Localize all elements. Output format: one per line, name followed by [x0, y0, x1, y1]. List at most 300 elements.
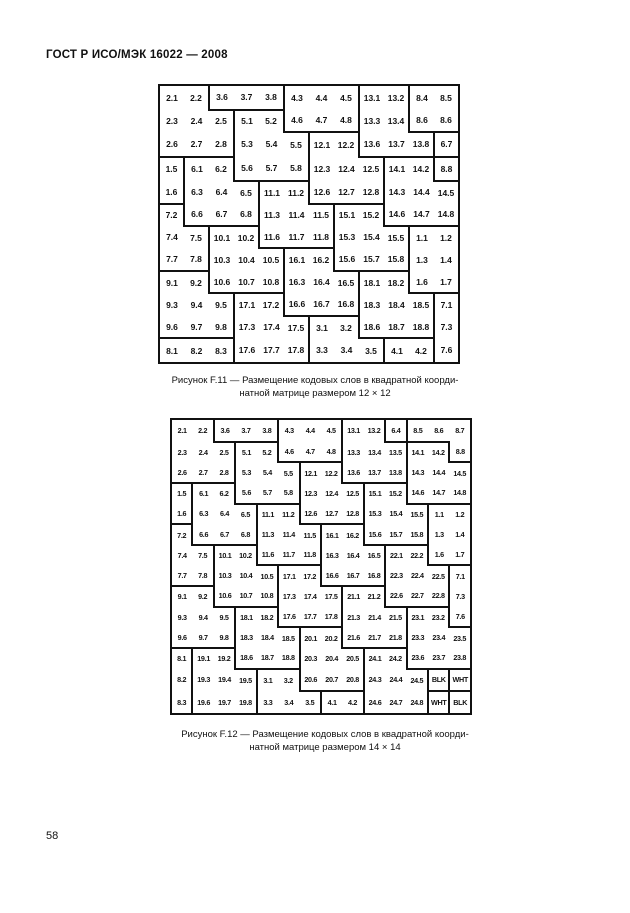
matrix-cell: 11.7: [278, 545, 299, 566]
matrix-cell: 24.5: [407, 669, 428, 692]
matrix-cell: 4.2: [342, 691, 363, 714]
matrix-cell: 2.2: [184, 85, 209, 110]
matrix-cell: 15.5: [407, 504, 428, 525]
matrix-cell: 10.2: [235, 545, 256, 566]
matrix-cell: 15.2: [385, 483, 406, 504]
codeword-matrix-14x14: [170, 418, 472, 715]
matrix-cell: 16.7: [309, 293, 334, 315]
matrix-cell: 3.5: [300, 691, 321, 714]
matrix-row: [171, 419, 471, 442]
matrix-cell: 21.3: [347, 612, 360, 622]
matrix-cell: 6.1: [191, 164, 203, 175]
matrix-cell: 16.3: [325, 550, 339, 560]
matrix-cell: 6.3: [191, 187, 203, 198]
matrix-cell: 7.1: [440, 300, 453, 311]
matrix-cell: 5.4: [265, 139, 278, 150]
matrix-cell: 22.3: [390, 571, 403, 581]
caption-line: Рисунок F.11 — Размещение кодовых слов в квадратной коорди-: [171, 375, 459, 386]
matrix-cell: 9.2: [184, 271, 209, 293]
matrix-cell: 13.2: [384, 85, 409, 110]
matrix-cell: 14.1: [411, 448, 425, 457]
matrix-cell: 9.3: [177, 612, 187, 622]
matrix-cell: 18.1: [363, 277, 381, 288]
matrix-cell: 11.1: [263, 187, 281, 198]
matrix-row: [171, 565, 471, 586]
matrix-cell: 24.2: [385, 648, 406, 669]
matrix-cell: 10.7: [234, 271, 259, 293]
matrix-cell: 12.3: [304, 488, 318, 498]
matrix-cell: 11.8: [309, 226, 334, 248]
matrix-cell: 1.5: [171, 483, 192, 504]
matrix-cell: 18.8: [409, 316, 434, 338]
matrix-cell: 14.8: [449, 483, 471, 504]
matrix-cell: 12.4: [325, 488, 339, 498]
matrix-cell: 13.7: [364, 462, 385, 483]
matrix-cell: 8.8: [449, 442, 471, 463]
matrix-cell: 4.2: [409, 338, 434, 363]
matrix-cell: 12.7: [334, 181, 359, 203]
matrix-cell: 16.4: [313, 277, 330, 288]
matrix-cell: 4.6: [278, 442, 299, 463]
matrix-row: [159, 226, 459, 248]
matrix-cell: 8.3: [171, 691, 192, 714]
matrix-cell: 3.4: [340, 345, 353, 356]
matrix-cell: 16.2: [342, 524, 363, 545]
matrix-cell: 12.7: [321, 504, 342, 525]
matrix-cell: 13.1: [363, 92, 381, 103]
matrix-cell: 13.4: [384, 110, 409, 132]
matrix-cell: 3.8: [257, 419, 278, 442]
matrix-cell: 4.5: [334, 85, 359, 110]
matrix-cell: 12.6: [300, 504, 321, 525]
matrix-cell: 16.1: [325, 530, 339, 540]
matrix-cell: 1.3: [434, 530, 444, 539]
matrix-cell: 6.6: [184, 204, 209, 226]
matrix-cell: 23.4: [432, 633, 446, 643]
matrix-cell: 2.2: [192, 419, 213, 442]
matrix-row: [159, 85, 459, 110]
matrix-cell: 22.7: [407, 586, 428, 607]
matrix-cell: 7.6: [449, 607, 471, 628]
matrix-cell: 17.3: [238, 322, 256, 333]
matrix-cell: 3.2: [334, 316, 359, 338]
caption-line: натной матрице размером 14 × 14: [249, 742, 401, 753]
matrix-cell: 11.2: [278, 504, 299, 525]
matrix-cell: 3.3: [316, 345, 328, 356]
matrix-cell: 21.7: [364, 627, 385, 648]
matrix-cell: 24.4: [389, 675, 403, 685]
matrix-cell: 1.2: [455, 509, 465, 519]
matrix-cell: 17.8: [284, 338, 309, 363]
matrix-cell: 3.6: [209, 85, 234, 110]
matrix-cell: 10.5: [259, 248, 284, 270]
matrix-cell: 10.8: [257, 586, 278, 607]
matrix-cell: 1.3: [416, 254, 428, 265]
matrix-cell: 3.3: [263, 697, 273, 707]
matrix-row: [159, 204, 459, 226]
matrix-cell: 5.7: [259, 157, 284, 182]
matrix-cell: 17.2: [259, 293, 284, 315]
matrix-cell: 11.5: [309, 204, 334, 226]
matrix-cell: BLK: [453, 698, 468, 708]
matrix-cell: 1.6: [428, 545, 449, 566]
matrix-cell: 22.6: [385, 586, 406, 607]
matrix-cell: 14.4: [413, 187, 430, 198]
matrix-cell: 10.1: [218, 551, 232, 561]
matrix-cell: BLK: [428, 669, 449, 692]
figure-caption-f11: [150, 374, 480, 400]
matrix-cell: 19.5: [235, 669, 256, 692]
matrix-cell: 2.8: [209, 132, 234, 157]
matrix-cell: 12.3: [313, 163, 331, 174]
matrix-cell: 9.6: [171, 627, 192, 648]
matrix-cell: 24.7: [389, 697, 403, 707]
matrix-cell: WHT: [428, 691, 449, 714]
matrix-cell: 10.3: [218, 571, 232, 581]
page-number: 58: [46, 830, 59, 842]
matrix-cell: 3.1: [316, 322, 328, 333]
matrix-cell: 7.8: [184, 248, 209, 270]
matrix-cell: 6.4: [385, 419, 406, 442]
matrix-cell: 3.6: [214, 419, 235, 442]
matrix-cell: 2.1: [166, 92, 178, 103]
matrix-cell: 20.7: [321, 669, 342, 692]
matrix-cell: 2.8: [214, 462, 235, 483]
matrix-cell: 3.1: [263, 675, 273, 685]
matrix-cell: 7.5: [192, 545, 213, 566]
matrix-cell: 9.6: [159, 316, 184, 338]
matrix-row: [171, 545, 471, 566]
matrix-cell: 6.2: [214, 483, 235, 504]
matrix-row: [159, 181, 459, 203]
matrix-cell: 12.1: [304, 468, 318, 478]
matrix-cell: 13.6: [359, 132, 384, 157]
matrix-cell: 18.6: [359, 316, 384, 338]
matrix-cell: 22.5: [428, 565, 449, 586]
matrix-cell: WHT: [449, 669, 471, 692]
matrix-cell: 11.1: [261, 509, 275, 519]
matrix-cell: 6.6: [192, 524, 213, 545]
matrix-cell: 18.5: [409, 293, 434, 315]
matrix-cell: 2.5: [214, 442, 235, 463]
matrix-cell: 2.6: [159, 132, 184, 157]
matrix-cell: 1.1: [434, 509, 444, 519]
matrix-cell: 18.1: [240, 613, 253, 622]
matrix-cell: 23.6: [407, 648, 428, 669]
matrix-cell: 21.1: [347, 592, 360, 602]
matrix-cell: 20.2: [321, 627, 342, 648]
matrix-cell: 9.2: [192, 586, 213, 607]
matrix-cell: 19.1: [197, 654, 211, 664]
matrix-cell: 1.7: [434, 271, 459, 293]
matrix-cell: 19.8: [235, 691, 256, 714]
matrix-cell: 18.7: [384, 316, 409, 338]
matrix-row: [159, 316, 459, 338]
matrix-cell: 13.2: [364, 419, 385, 442]
codeword-matrix-12x12: [158, 84, 460, 364]
matrix-cell: 1.6: [159, 181, 184, 203]
matrix-cell: 7.6: [440, 345, 453, 356]
matrix-cell: 14.1: [388, 164, 406, 175]
matrix-cell: 8.1: [166, 345, 178, 356]
matrix-cell: 10.2: [234, 226, 259, 248]
matrix-cell: 8.1: [171, 648, 192, 669]
matrix-cell: 20.6: [300, 669, 321, 692]
matrix-cell: 10.6: [209, 271, 234, 293]
matrix-cell: 14.3: [388, 187, 406, 198]
matrix-cell: 7.3: [440, 322, 453, 333]
matrix-cell: 21.6: [342, 627, 363, 648]
matrix-row: [171, 586, 471, 607]
matrix-cell: 9.4: [190, 299, 203, 310]
matrix-cell: 12.8: [359, 181, 384, 203]
matrix-cell: 14.4: [432, 468, 446, 478]
matrix-cell: 13.1: [347, 426, 360, 436]
matrix-cell: 17.6: [278, 607, 299, 628]
matrix-cell: 7.1: [455, 571, 465, 581]
matrix-cell: 17.4: [263, 322, 280, 333]
matrix-cell: 5.1: [241, 448, 252, 457]
matrix-cell: 15.3: [368, 509, 382, 519]
matrix-cell: 16.8: [334, 293, 359, 315]
matrix-cell: 5.7: [257, 483, 278, 504]
matrix-cell: 17.7: [300, 607, 321, 628]
matrix-cell: 19.7: [218, 697, 231, 707]
matrix-cell: 12.1: [313, 139, 331, 150]
matrix-cell: 14.3: [411, 468, 425, 478]
matrix-cell: 11.7: [284, 226, 309, 248]
matrix-cell: 1.2: [440, 232, 452, 243]
matrix-cell: 19.2: [214, 648, 235, 669]
matrix-cell: 11.3: [263, 209, 281, 220]
matrix-cell: 24.3: [368, 675, 382, 685]
matrix-row: [171, 669, 471, 692]
matrix-cell: 6.5: [234, 181, 259, 203]
matrix-cell: 15.6: [334, 248, 359, 270]
matrix-cell: 1.7: [449, 545, 471, 566]
matrix-cell: 4.7: [300, 442, 321, 463]
matrix-cell: 6.7: [434, 132, 459, 157]
matrix-cell: 8.6: [409, 110, 434, 132]
matrix-cell: 11.6: [259, 226, 284, 248]
matrix-cell: 17.2: [300, 565, 321, 586]
matrix-cell: 15.7: [359, 248, 384, 270]
matrix-cell: 2.6: [171, 462, 192, 483]
matrix-cell: 3.8: [259, 85, 284, 110]
matrix-cell: 10.7: [235, 586, 256, 607]
matrix-cell: 14.6: [384, 204, 409, 226]
matrix-cell: 3.7: [235, 419, 256, 442]
matrix-cell: 4.8: [321, 442, 342, 463]
matrix-cell: 18.6: [235, 648, 256, 669]
matrix-cell: 18.5: [278, 627, 299, 648]
matrix-cell: 18.3: [363, 299, 381, 310]
matrix-cell: 12.5: [342, 483, 363, 504]
matrix-cell: 19.6: [197, 697, 211, 707]
matrix-cell: 4.4: [315, 92, 328, 103]
matrix-cell: 19.3: [197, 675, 211, 685]
matrix-cell: 7.4: [177, 550, 187, 560]
matrix-cell: 7.8: [192, 565, 213, 586]
matrix-cell: 17.4: [303, 591, 317, 601]
matrix-cell: 2.5: [209, 110, 234, 132]
matrix-cell: 20.3: [304, 653, 318, 663]
matrix-cell: 4.8: [334, 110, 359, 132]
matrix-cell: 13.7: [384, 132, 409, 157]
matrix-cell: 16.5: [334, 271, 359, 293]
matrix-cell: 13.5: [385, 442, 406, 463]
matrix-cell: 8.4: [416, 92, 428, 103]
matrix-cell: 20.4: [325, 653, 339, 663]
matrix-cell: 4.1: [391, 345, 403, 356]
matrix-row: [159, 132, 459, 157]
matrix-cell: 6.4: [215, 187, 228, 198]
matrix-cell: 7.7: [171, 565, 192, 586]
matrix-cell: 17.1: [238, 300, 256, 311]
matrix-cell: 2.4: [190, 115, 203, 126]
matrix-cell: 8.6: [428, 419, 449, 442]
matrix-cell: 9.1: [177, 592, 187, 602]
matrix-cell: 22.1: [390, 551, 403, 561]
matrix-cell: 17.3: [282, 591, 296, 601]
matrix-cell: 13.3: [347, 447, 360, 457]
matrix-cell: 13.8: [385, 462, 406, 483]
matrix-cell: 13.4: [368, 447, 381, 457]
matrix-cell: 23.2: [428, 607, 449, 628]
matrix-cell: 18.3: [240, 633, 253, 643]
matrix-cell: 6.2: [209, 157, 234, 182]
matrix-cell: 9.8: [209, 316, 234, 338]
matrix-cell: 3.4: [284, 697, 294, 707]
matrix-cell: 7.3: [455, 591, 465, 601]
matrix-cell: 12.8: [342, 504, 363, 525]
matrix-cell: 5.3: [241, 139, 253, 150]
matrix-row: [171, 607, 471, 628]
matrix-cell: 1.5: [159, 157, 184, 182]
caption-line: Рисунок F.12 — Размещение кодовых слов в квадратной коорди-: [181, 729, 469, 740]
matrix-cell: 24.8: [407, 691, 428, 714]
matrix-row: [159, 293, 459, 315]
matrix-cell: 8.7: [455, 426, 465, 436]
matrix-cell: 10.4: [238, 254, 255, 265]
matrix-cell: 20.1: [304, 633, 318, 643]
matrix-cell: 5.3: [241, 468, 252, 478]
matrix-cell: 3.5: [359, 338, 384, 363]
matrix-cell: 17.5: [284, 316, 309, 338]
matrix-cell: 16.7: [342, 565, 363, 586]
matrix-cell: 1.4: [455, 530, 465, 539]
matrix-cell: 16.1: [288, 255, 306, 266]
matrix-cell: 9.3: [166, 299, 178, 310]
matrix-cell: 18.2: [257, 607, 278, 628]
matrix-cell: 22.2: [407, 545, 428, 566]
matrix-cell: 15.4: [363, 232, 380, 243]
matrix-cell: 21.8: [385, 627, 406, 648]
matrix-cell: 6.7: [214, 524, 235, 545]
matrix-cell: 7.2: [171, 524, 192, 545]
matrix-cell: 5.5: [278, 462, 299, 483]
matrix-cell: 10.1: [213, 232, 231, 243]
matrix-cell: 13.8: [409, 132, 434, 157]
matrix-cell: 2.4: [198, 447, 208, 457]
matrix-row: [159, 271, 459, 293]
matrix-cell: 5.6: [234, 157, 259, 182]
matrix-cell: 13.6: [342, 462, 363, 483]
matrix-cell: 21.4: [368, 612, 381, 622]
matrix-cell: 14.5: [437, 187, 455, 198]
matrix-cell: 16.2: [309, 248, 334, 270]
matrix-cell: 10.4: [239, 571, 253, 581]
matrix-cell: 15.3: [338, 232, 356, 243]
matrix-cell: 8.2: [190, 345, 203, 356]
matrix-cell: 16.5: [364, 545, 385, 566]
matrix-cell: 4.1: [327, 698, 337, 708]
matrix-cell: 11.4: [288, 209, 305, 220]
matrix-cell: 14.5: [453, 468, 467, 478]
matrix-cell: 3.7: [234, 85, 259, 110]
matrix-cell: 8.3: [209, 338, 234, 363]
matrix-cell: 18.4: [388, 299, 405, 310]
matrix-cell: 8.8: [434, 157, 459, 182]
matrix-row: [171, 627, 471, 648]
matrix-row: [171, 462, 471, 483]
matrix-cell: 23.1: [411, 613, 425, 622]
matrix-cell: 4.5: [321, 419, 342, 442]
matrix-cell: 21.5: [385, 607, 406, 628]
matrix-cell: 12.5: [359, 157, 384, 182]
matrix-cell: 4.3: [291, 92, 303, 103]
matrix-cell: 15.7: [385, 524, 406, 545]
matrix-cell: 17.7: [263, 345, 280, 356]
matrix-cell: 15.6: [364, 524, 385, 545]
matrix-cell: 11.2: [284, 181, 309, 203]
matrix-row: [159, 157, 459, 182]
matrix-cell: 2.3: [177, 447, 187, 457]
document-header: ГОСТ Р ИСО/МЭК 16022 — 2008: [46, 49, 228, 61]
matrix-cell: 14.2: [409, 157, 434, 182]
matrix-cell: 8.5: [440, 92, 452, 103]
matrix-cell: 14.7: [428, 483, 449, 504]
matrix-cell: 16.6: [284, 293, 309, 315]
matrix-cell: 16.4: [346, 550, 360, 560]
matrix-cell: 5.1: [241, 116, 253, 127]
matrix-cell: 6.1: [199, 489, 209, 499]
matrix-cell: 2.1: [177, 426, 187, 436]
matrix-cell: 13.3: [363, 115, 381, 126]
matrix-cell: 10.6: [214, 586, 235, 607]
matrix-cell: 5.2: [259, 110, 284, 132]
matrix-cell: 17.8: [321, 607, 342, 628]
matrix-cell: 7.4: [166, 232, 178, 243]
matrix-cell: 10.5: [257, 565, 278, 586]
matrix-cell: 11.4: [282, 530, 296, 539]
matrix-cell: 12.2: [321, 462, 342, 483]
matrix-cell: 5.8: [278, 483, 299, 504]
matrix-cell: 18.4: [261, 633, 274, 643]
matrix-cell: 10.8: [259, 271, 284, 293]
matrix-cell: 14.8: [434, 204, 459, 226]
matrix-row: [159, 338, 459, 363]
matrix-cell: 20.5: [342, 648, 363, 669]
matrix-row: [171, 442, 471, 463]
matrix-cell: 6.8: [235, 524, 256, 545]
matrix-cell: 17.6: [238, 345, 256, 356]
matrix-cell: 20.8: [342, 669, 363, 692]
matrix-cell: 18.2: [384, 271, 409, 293]
matrix-cell: 14.7: [409, 204, 434, 226]
matrix-row: [171, 691, 471, 714]
matrix-cell: 11.5: [300, 524, 321, 545]
